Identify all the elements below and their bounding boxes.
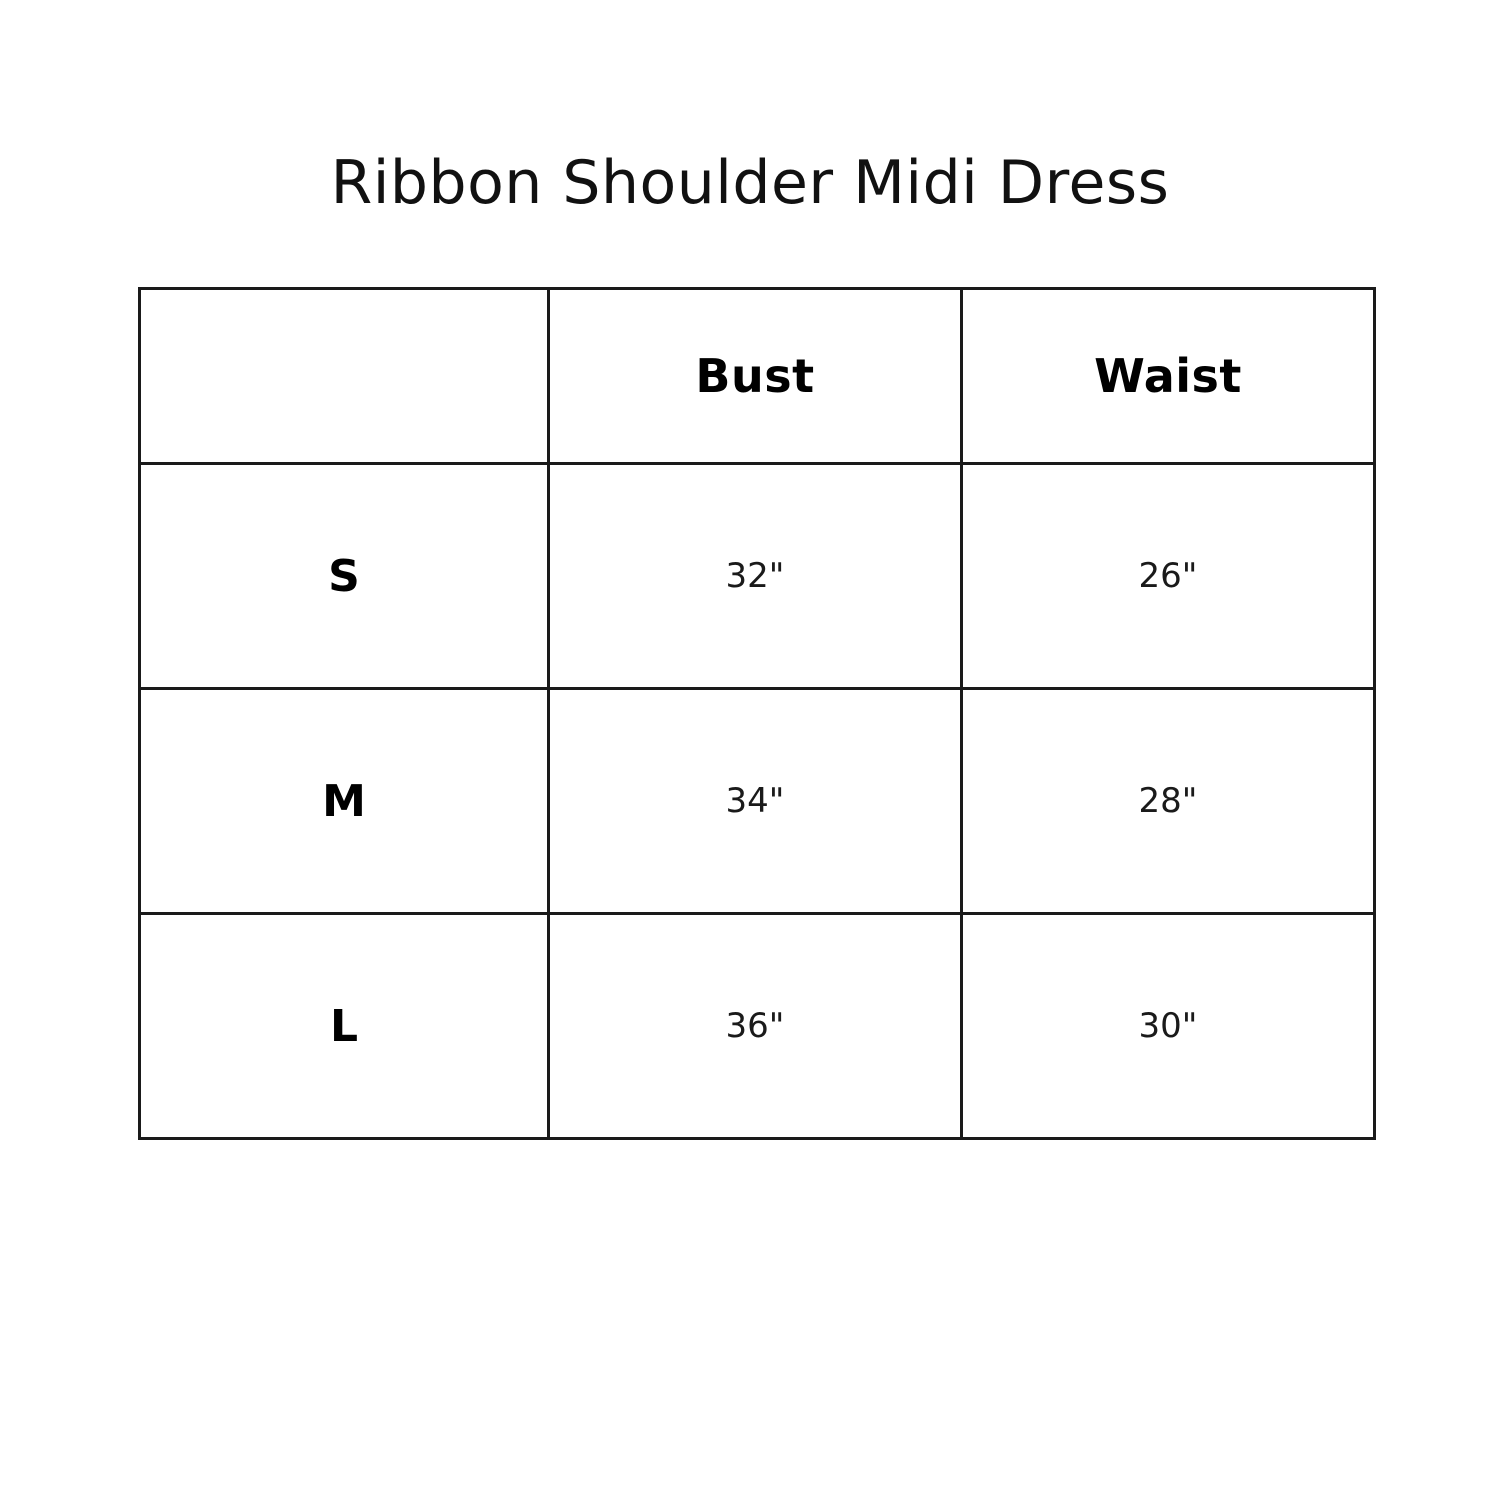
size-chart-table: [138, 287, 1376, 1140]
cell-waist: 26": [962, 464, 1375, 689]
table-corner-cell: [140, 289, 549, 464]
table-header-row: [140, 289, 1375, 464]
column-header-bust: Bust: [549, 289, 962, 464]
row-header-size: L: [140, 914, 549, 1139]
cell-waist: 30": [962, 914, 1375, 1139]
table-row: [140, 914, 1375, 1139]
column-header-waist: Waist: [962, 289, 1375, 464]
table-row: [140, 464, 1375, 689]
page-title: Ribbon Shoulder Midi Dress: [330, 148, 1170, 218]
cell-bust: 36": [549, 914, 962, 1139]
cell-waist: 28": [962, 689, 1375, 914]
cell-bust: 34": [549, 689, 962, 914]
row-header-size: S: [140, 464, 549, 689]
row-header-size: M: [140, 689, 549, 914]
cell-bust: 32": [549, 464, 962, 689]
table-row: [140, 689, 1375, 914]
